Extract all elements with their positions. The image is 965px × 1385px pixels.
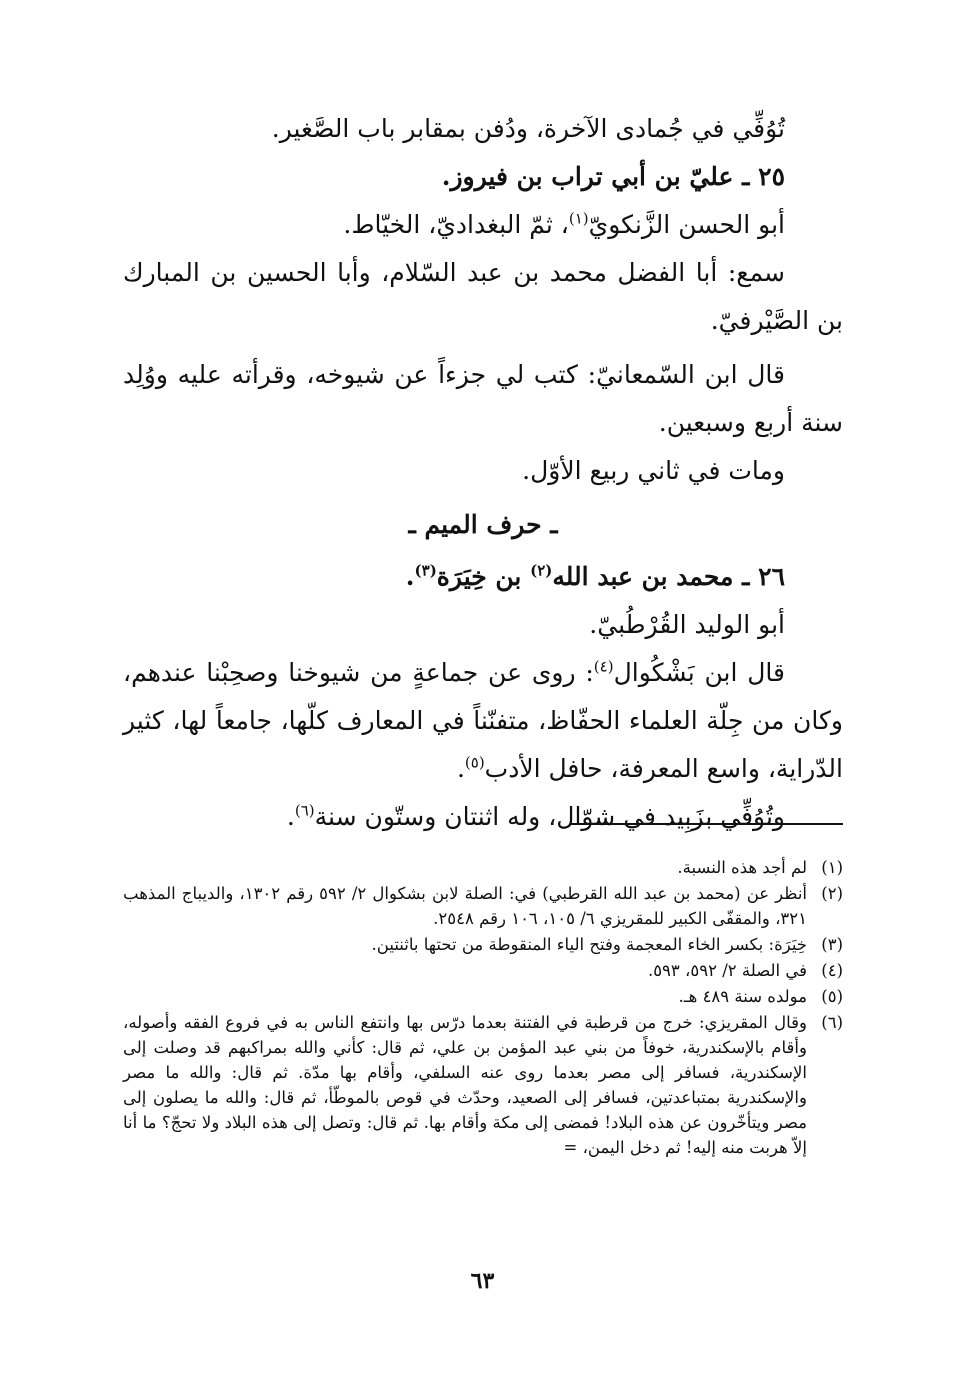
entry-26-kunya: أبو الوليد القُرْطُبيّ.	[589, 610, 785, 639]
entry-26-heading	[123, 553, 843, 601]
entry-26-title-b: بن خِيَرَة	[436, 562, 531, 591]
footnote-ref-2[interactable]: (٢)	[530, 561, 553, 580]
entry-26-title-end: .	[405, 562, 415, 591]
entry-25-qala-text: قال ابن السّمعانيّ: كتب لي جزءاً عن شيوخه، وقرأته عليه ووُلِد سنة أربع وسبعين.	[123, 360, 843, 437]
section-heading-text: ـ حرف الميم ـ	[408, 510, 558, 539]
footnote-ref-4[interactable]: (٤)	[593, 657, 614, 676]
entry-26-qala-a: قال ابن بَشْكُوال	[613, 658, 785, 687]
footnote-number: (١)	[821, 858, 843, 877]
page-number: ٦٣	[470, 1268, 495, 1294]
entry-25-death	[123, 447, 843, 495]
entry-26-qala-b: : روى عن جماعةٍ من شيوخنا وصحِبْنا عندهم، وكان من جِلّة العلماء الحفّاظ، متفنّناً في المعارف كلّها، جامعاً لها، كثير الدّراية، واسع المعرفة، حافل الأدب	[123, 658, 843, 783]
entry-25-quote	[123, 351, 843, 447]
entry-26-death-a: وتُوُفِّي بزَبِيد في شوّال، وله اثنتان وستّون سنة	[314, 802, 785, 831]
entry-26-title-a: ٢٦ ـ محمد بن عبد الله	[552, 562, 785, 591]
footnote-ref-6[interactable]: (٦)	[294, 801, 315, 820]
footnote-text: أنظر عن (محمد بن عبد الله القرطبي) في: الصلة لابن بشكوال ٢/ ٥٩٢ رقم ١٣٠٢، والديباج المذهب ٣٢١، والمقفّى الكبير للمقريزي ٦/ ١٠٥، ١٠٦ رقم ٢٥٤٨.	[123, 884, 807, 928]
entry-25-kunya-line	[123, 201, 843, 249]
footnotes-block	[123, 855, 843, 1161]
main-text-block	[123, 105, 843, 841]
entry-25-kunya: أبو الحسن الزَّنكويّ	[588, 210, 785, 239]
footnote-ref-3[interactable]: (٣)	[414, 561, 437, 580]
footnote-number: (٣)	[821, 935, 843, 954]
footnote-ref-1[interactable]: (١)	[568, 209, 589, 228]
footnote-item	[123, 958, 843, 983]
burial-text: تُوُفِّي في جُمادى الآخرة، ودُفن بمقابر باب الصَّغير.	[271, 114, 785, 143]
entry-25-title: ٢٥ ـ عليّ بن أبي تراب بن فيروز.	[441, 162, 785, 191]
footnote-text: خِيَرَة: بكسر الخاء المعجمة وفتح الياء المنقوطة من تحتها باثنتين.	[371, 935, 807, 954]
footnote-text: مولده سنة ٤٨٩ هـ.	[678, 987, 807, 1006]
entry-26-death	[123, 793, 843, 841]
footnote-text: وقال المقريزي: خرج من قرطبة في الفتنة بعدما درّس بها وانتفع الناس به في فروع الفقه وأصوله، وأقام بالإسكندرية، خوفاً من بني عبد المؤمن بن علي، ثم قال: كأني والله بمراكبهم قد وصلت إلى الإسكندرية، فسافر إلى مصر بعدما روى عنه السلفي، وأقام بها مدّة. ثم قال: والله ما مصر والإسكندرية بمتباعدتين، فسافر إلى الصعيد، وحدّث في قوص بالموطّأ، ثم قال: والله ما يصلون إلى مصر ويتأخّرون عن هذه البلاد! فمضى إلى مكة وأقام بها. ثم قال: وتصل إلى هذه البلاد ولا تحجّ؟ ما أنا إلاّ هربت منه إليه! ثم دخل اليمن، =	[123, 1013, 808, 1157]
footnote-item	[123, 984, 843, 1009]
footnote-item	[123, 932, 843, 957]
section-heading-mim	[123, 501, 843, 549]
footnote-separator	[571, 823, 843, 825]
entry-25-heading	[123, 153, 843, 201]
footnote-item	[123, 881, 843, 931]
entry-26-qala-end: .	[456, 754, 465, 783]
footnote-number: (٥)	[821, 987, 843, 1006]
entry-26-death-end: .	[286, 802, 295, 831]
footnote-text: في الصلة ٢/ ٥٩٢، ٥٩٣.	[647, 961, 807, 980]
footnote-item	[123, 1010, 843, 1160]
entry-25-death-text: ومات في ثاني ربيع الأوّل.	[522, 456, 785, 485]
entry-25-kunya-rest: ، ثمّ البغداديّ، الخيّاط.	[343, 210, 569, 239]
entry-25-sami-text: سمع: أبا الفضل محمد بن عبد السّلام، وأبا الحسين بن المبارك بن الصَّيْرفيّ.	[123, 258, 843, 335]
footnote-item	[123, 855, 843, 880]
footnote-number: (٢)	[821, 884, 843, 903]
entry-25-teachers	[123, 249, 843, 345]
footnote-ref-5[interactable]: (٥)	[464, 753, 485, 772]
footnote-number: (٦)	[821, 1013, 843, 1032]
paragraph-burial	[123, 105, 843, 153]
footnote-text: لم أجد هذه النسبة.	[677, 858, 807, 877]
entry-26-kunya-line	[123, 601, 843, 649]
footnote-number: (٤)	[821, 961, 843, 980]
entry-26-quote	[123, 649, 843, 793]
